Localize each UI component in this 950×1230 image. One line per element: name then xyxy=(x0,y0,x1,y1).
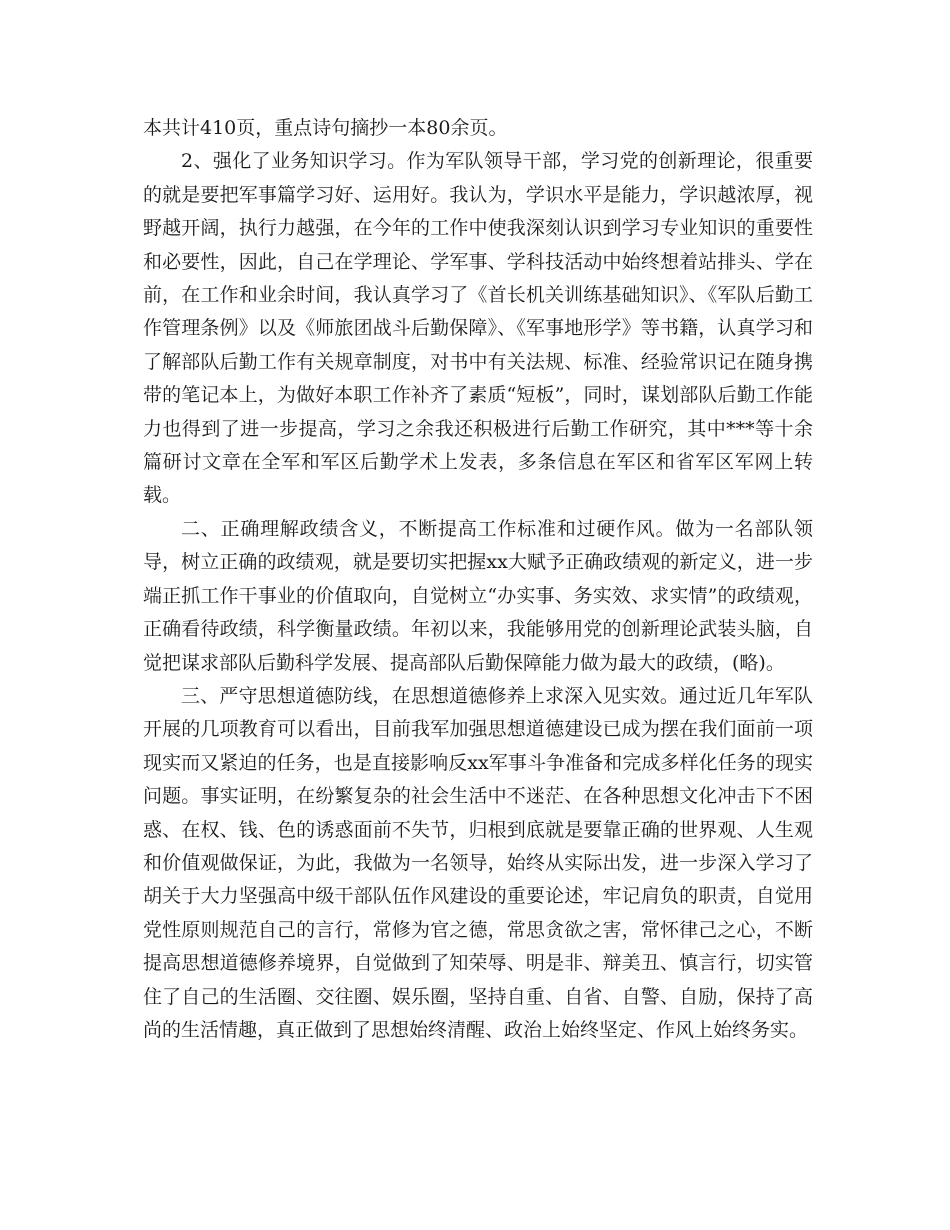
paragraph-moral-defense: 三、严守思想道德防线，在思想道德修养上求深入见实效。通过近几年军队开展的几项教育可以看出，目前我军加强思想道德建设已成为摆在我们面前一项现实而又紧迫的任务，也是直接影响反xx军事斗争准备和完成多样化任务的现实问题。事实证明，在纷繁复杂的社会生活中不迷茫、在各种思想文化冲击下不困惑、在权、钱、色的诱惑面前不失节，归根到底就是要靠正确的世界观、人生观和价值观做保证，为此，我做为一名领导，始终从实际出发，进一步深入学习了胡关于大力坚强高中级干部队伍作风建设的重要论述，牢记肩负的职责，自觉用党性原则规范自己的言行，常修为官之德，常思贪欲之害，常怀律己之心，不断提高思想道德修养境界，自觉做到了知荣辱、明是非、辩美丑、慎言行，切实管住了自己的生活圈、交往圈、娱乐圈，坚持自重、自省、自警、自励，保持了高尚的生活情趣，真正做到了思想始终清醒、政治上始终坚定、作风上始终务实。 xyxy=(143,684,813,1041)
document-body xyxy=(143,112,813,1047)
paragraph-political-achievement: 二、正确理解政绩含义，不断提高工作标准和过硬作风。做为一名部队领导，树立正确的政绩观，就是要切实把握xx大赋予正确政绩观的新定义，进一步端正抓工作干事业的价值取向，自觉树立“办实事、务实效、求实情”的政绩观，正确看待政绩，科学衡量政绩。年初以来，我能够用党的创新理论武装头脑，自觉把谋求部队后勤科学发展、提高部队后勤保障能力做为最大的政绩，(略)。 xyxy=(143,517,813,674)
paragraph-continuation: 本共计410页，重点诗句摘抄一本80余页。 xyxy=(143,117,508,139)
paragraph-business-knowledge: 2、强化了业务知识学习。作为军队领导干部，学习党的创新理论，很重要的就是要把军事篇学习好、运用好。我认为，学识水平是能力，学识越浓厚，视野越开阔，执行力越强，在今年的工作中使我深刻认识到学习专业知识的重要性和必要性，因此，自己在学理论、学军事、学科技活动中始终想着站排头、学在前，在工作和业余时间，我认真学习了《首长机关训练基础知识》、《军队后勤工作管理条例》以及《师旅团战斗后勤保障》、《军事地形学》等书籍，认真学习和了解部队后勤工作有关规章制度，对书中有关法规、标准、经验常识记在随身携带的笔记本上，为做好本职工作补齐了素质“短板”，同时，谋划部队后勤工作能力也得到了进一步提高，学习之余我还积极进行后勤工作研究，其中***等十余篇研讨文章在全军和军区后勤学术上发表，多条信息在军区和省军区军网上转载。 xyxy=(143,150,813,507)
